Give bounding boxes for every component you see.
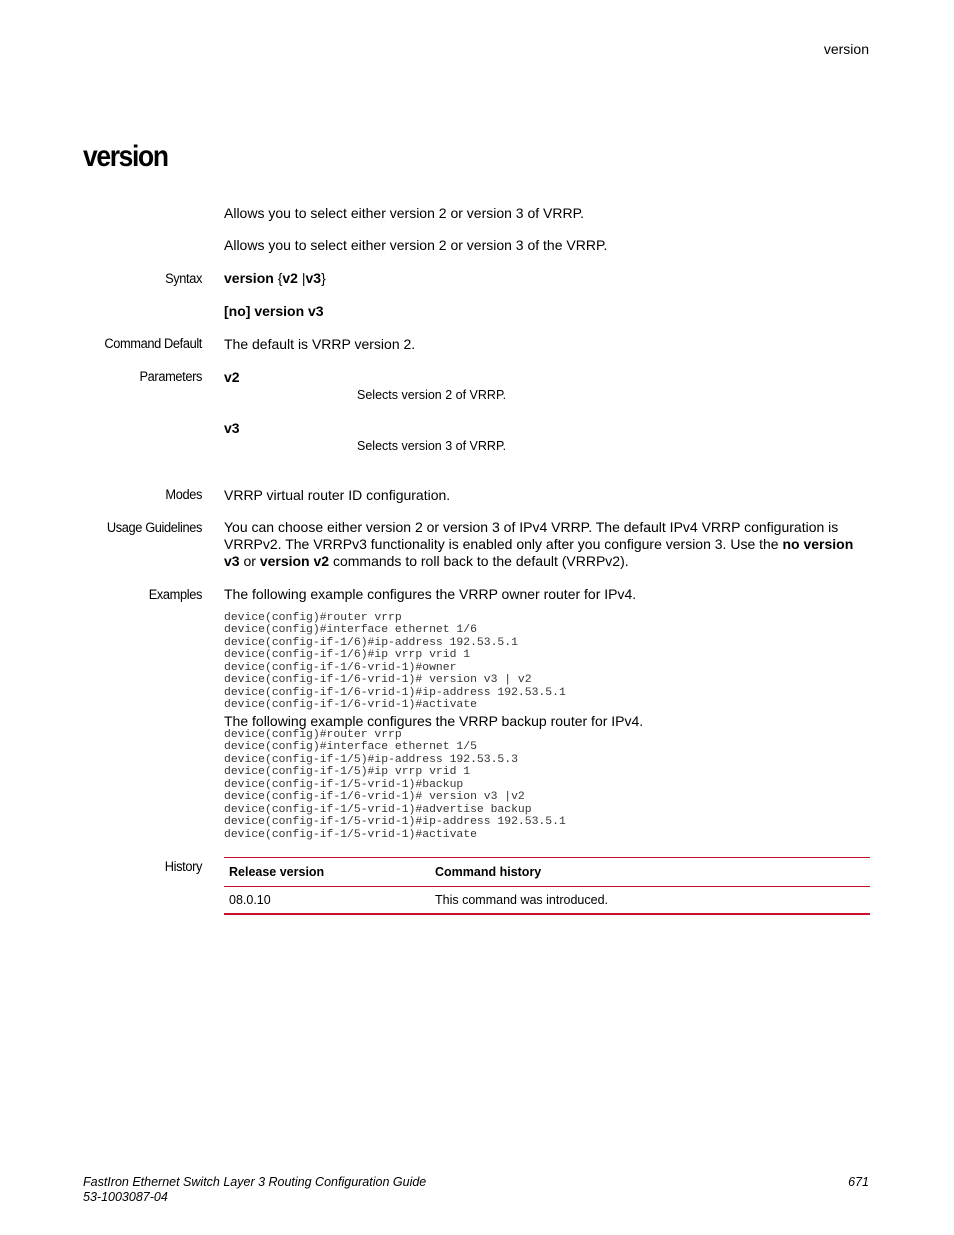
modes-text: VRRP virtual router ID configuration. xyxy=(224,487,451,503)
footer-guide-title: FastIron Ethernet Switch Layer 3 Routing Configuration Guide xyxy=(83,1175,427,1189)
syntax-command: version xyxy=(224,270,274,286)
command-default-text: The default is VRRP version 2. xyxy=(224,336,416,352)
examples-label: Examples xyxy=(148,587,202,602)
history-label: History xyxy=(164,859,202,874)
example-2-intro: The following example configures the VRRP backup router for IPv4. xyxy=(224,713,644,729)
intro-paragraph-1: Allows you to select either version 2 or version 3 of VRRP. xyxy=(224,205,585,221)
table-row xyxy=(224,887,870,915)
usage-text-part-2: or xyxy=(239,553,260,569)
history-table xyxy=(224,857,870,915)
running-head: version xyxy=(823,41,869,57)
page-title: version xyxy=(83,140,168,173)
footer-page-number: 671 xyxy=(848,1175,869,1189)
usage-command-no-version: no version v3 xyxy=(224,536,854,569)
example-1-intro: The following example configures the VRRP owner router for IPv4. xyxy=(224,586,637,602)
usage-guidelines-label: Usage Guidelines xyxy=(106,520,202,535)
syntax-brace-close: } xyxy=(321,270,326,286)
modes-label: Modes xyxy=(165,487,202,502)
param-v3-term: v3 xyxy=(224,420,240,436)
footer-doc-number: 53-1003087-04 xyxy=(83,1190,168,1204)
param-v3-name xyxy=(224,420,240,437)
usage-text-part-3: commands to roll back to the default (VRRPv2). xyxy=(329,553,629,569)
syntax-brace-open: { xyxy=(273,270,283,286)
parameters-label: Parameters xyxy=(139,369,202,384)
history-col-release: Release version xyxy=(224,858,430,887)
param-v3-desc: Selects version 3 of VRRP. xyxy=(357,439,507,453)
usage-guidelines-text xyxy=(224,519,864,570)
syntax-option-v2: v2 xyxy=(282,270,298,286)
syntax-no-form: [no] version v3 xyxy=(224,303,324,319)
param-v2-name xyxy=(224,369,240,386)
syntax-label: Syntax xyxy=(165,271,202,286)
syntax-line-1 xyxy=(224,270,326,287)
example-1-code: device(config)#router vrrp device(config)#interface ethernet 1/6 device(config-if-1/6)#ip-address 192.53.5.1 device(config-if-1/6)#ip vrrp vrid 1 device(config-if-1/6-vrid-1)#owner device(config-if-1/6-vrid-1)# version v3 | v2 device(config-if-1/6-vrid-1)#ip-address 192.53.5.1 device(config-if-1/6-vrid-1)#activate xyxy=(224,612,566,712)
history-header-row xyxy=(224,858,870,887)
history-release-cell: 08.0.10 xyxy=(224,887,430,915)
command-default-label: Command Default xyxy=(104,336,202,351)
syntax-separator: | xyxy=(297,270,306,286)
param-v2-term: v2 xyxy=(224,369,240,385)
example-2-code: device(config)#router vrrp device(config)#interface ethernet 1/5 device(config-if-1/5)#ip-address 192.53.5.3 device(config-if-1/5)#ip vrrp vrid 1 device(config-if-1/5-vrid-1)#backup device(config-if-1/6-vrid-1)# version v3 |v2 device(config-if-1/5-vrid-1)#advertise backup device(config-if-1/5-vrid-1)#ip-address 192.53.5.1 device(config-if-1/5-vrid-1)#activate xyxy=(224,729,566,841)
history-col-command: Command history xyxy=(430,858,870,887)
param-v2-desc: Selects version 2 of VRRP. xyxy=(357,388,507,402)
usage-command-version-v2: version v2 xyxy=(259,553,330,569)
syntax-line-2 xyxy=(224,303,324,320)
intro-paragraph-2: Allows you to select either version 2 or version 3 of the VRRP. xyxy=(224,237,608,253)
usage-text-part-1: You can choose either version 2 or version 3 of IPv4 VRRP. The default IPv4 VRRP configuration is VRRPv2. The VRRPv3 functionality is enabled only after you configure version 3. Use the xyxy=(224,519,839,552)
history-description-cell: This command was introduced. xyxy=(430,887,870,915)
syntax-option-v3: v3 xyxy=(305,270,322,286)
